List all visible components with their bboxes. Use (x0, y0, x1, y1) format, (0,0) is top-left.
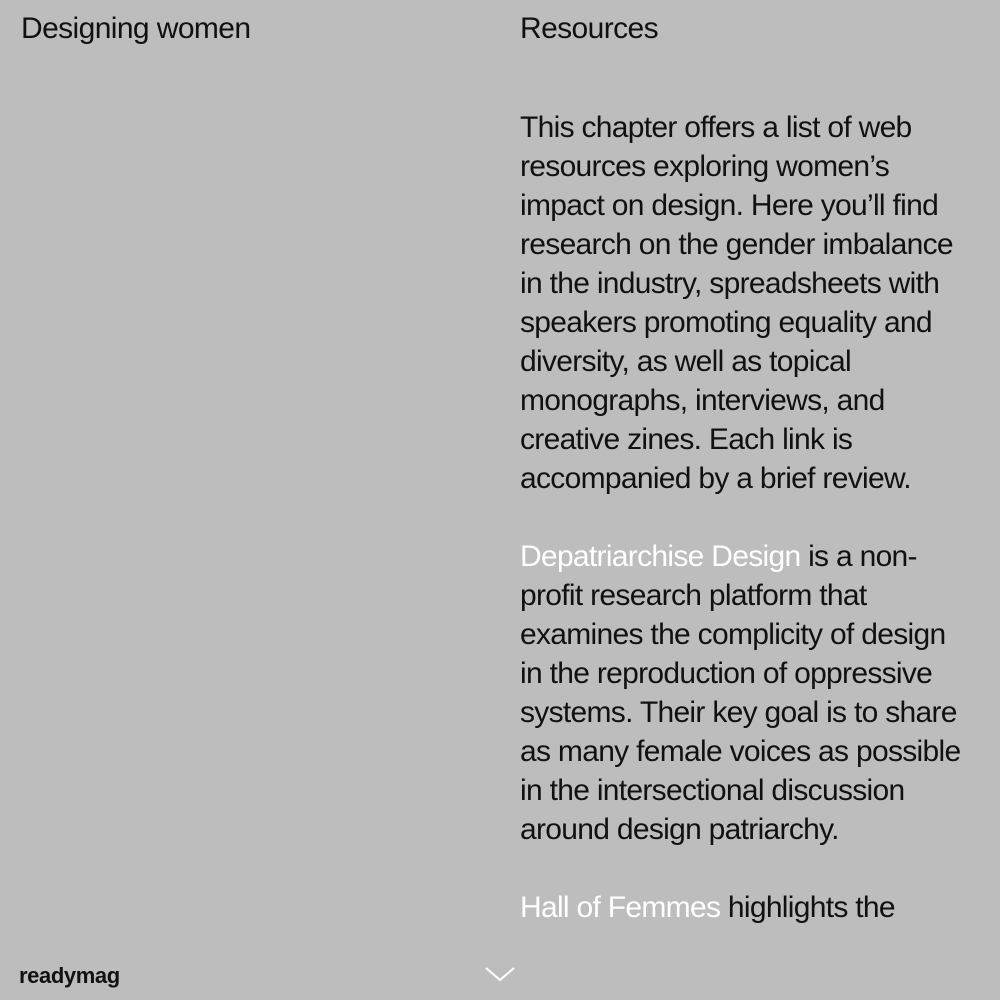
resource-description: is a non-profit research platform that examines the complicity of design in the reproduction of oppressive systems. Their key goal is to share as many female voices as possible in the intersectional discussion around design patriarchy. (520, 540, 961, 846)
resources-content (520, 108, 968, 966)
depatriarchise-design-link[interactable]: Depatriarchise Design (520, 540, 801, 573)
site-title[interactable]: Designing women (21, 12, 251, 45)
resource-entry-depatriarchise (520, 537, 968, 849)
chevron-down-icon (484, 964, 516, 986)
scroll-down-button[interactable] (484, 964, 516, 986)
resource-description: highlights the (720, 891, 895, 924)
readymag-logo[interactable]: readymag (19, 963, 120, 988)
intro-paragraph: This chapter offers a list of web resources exploring women’s impact on design. Here you’ll find research on the gender imbalance in the industry, spreadsheets with speakers promoting equality and diversity, as well as topical monographs, interviews, and creative zines. Each link is accompanied by a brief review. (520, 111, 953, 495)
hall-of-femmes-link[interactable]: Hall of Femmes (520, 891, 721, 924)
section-title: Resources (520, 12, 658, 45)
resource-entry-hall-of-femmes (520, 888, 968, 927)
